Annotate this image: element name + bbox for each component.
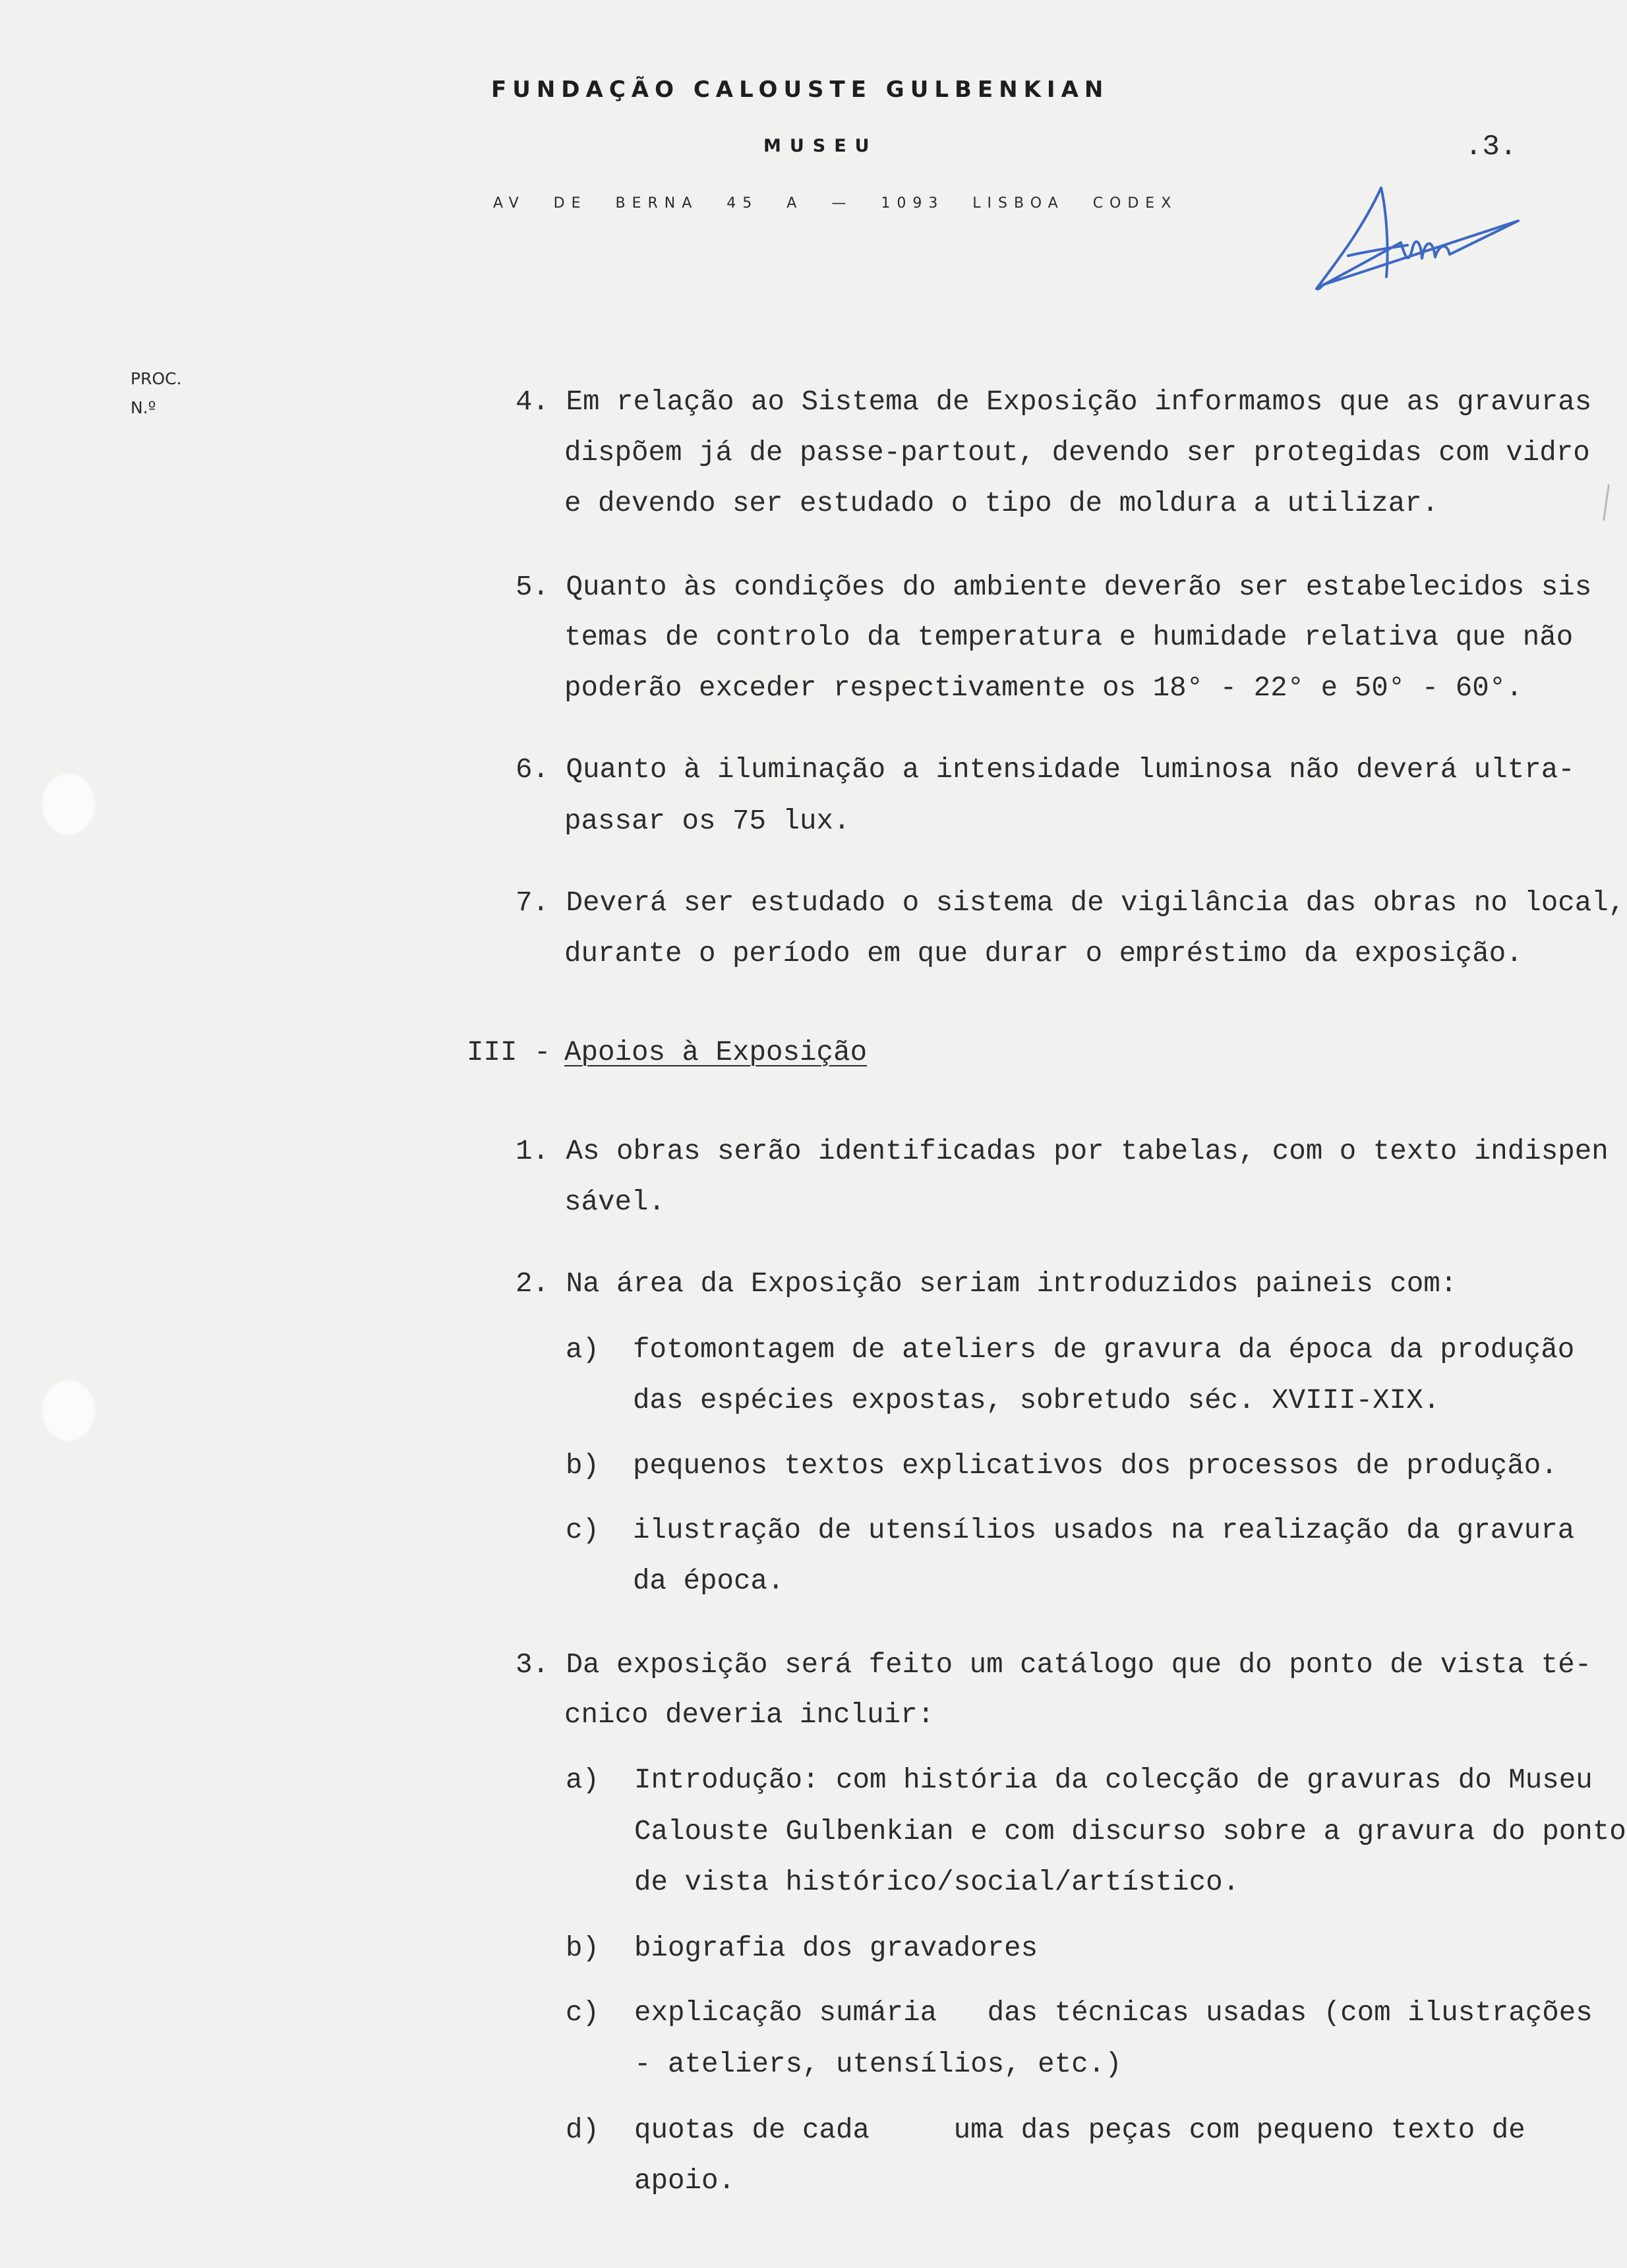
text-line: cnico deveria incluir: [564,1699,935,1731]
section-heading-number: III - [467,1037,568,1068]
text-line: Introdução: com história da colecção de gravuras do Museu [634,1764,1593,1796]
text-line: dispõem já de passe-partout, devendo ser protegidas com vidro [564,437,1590,469]
letterhead-title: FUNDAÇÃO CALOUSTE GULBENKIAN [491,76,1109,103]
margin-mark [1603,484,1610,521]
text-line: - ateliers, utensílios, etc.) [634,2049,1122,2080]
text-line: 1. As obras serão identificadas por tabelas, com o texto indispen [516,1136,1609,1167]
text-line: biografia dos gravadores [634,1933,1038,1964]
text-line: 7. Deverá ser estudado o sistema de vigilância das obras no local, [516,887,1626,919]
text-line: 5. Quanto às condições do ambiente deverão ser estabelecidos sis [516,571,1592,603]
proc-field [131,364,182,422]
list-marker: a) [566,1764,600,1796]
punch-hole-top [41,772,96,836]
text-line: quotas de cada uma das peças com pequeno texto de [634,2114,1525,2146]
list-marker: c) [566,1997,600,2029]
text-line: de vista histórico/social/artístico. [634,1867,1240,1898]
text-line: durante o período em que durar o empréstimo da exposição. [564,938,1523,970]
text-line: ilustração de utensílios usados na realização da gravura [633,1515,1575,1546]
text-line: e devendo ser estudado o tipo de moldura a utilizar. [564,488,1439,519]
text-line: explicação sumária das técnicas usadas (com ilustrações [634,1997,1593,2029]
text-line: fotomontagem de ateliers de gravura da época da produção [633,1334,1575,1366]
list-marker: d) [566,2114,600,2146]
list-marker: b) [566,1933,600,1964]
letterhead-address: AV DE BERNA 45 A — 1093 LISBOA CODEX [493,195,1178,212]
text-line: pequenos textos explicativos dos processos de produção. [633,1450,1558,1482]
text-line: das espécies expostas, sobretudo séc. XVIII-XIX. [633,1385,1440,1416]
text-line: poderão exceder respectivamente os 18° - 22° e 50° - 60°. [564,672,1523,704]
list-marker: c) [566,1515,600,1546]
list-marker: a) [566,1334,600,1366]
text-line: sável. [564,1186,666,1218]
proc-label: PROC. [131,369,182,388]
text-line: temas de controlo da temperatura e humidade relativa que não [564,622,1574,653]
text-line: 2. Na área da Exposição seriam introduzidos paineis com: [516,1268,1458,1300]
text-line: passar os 75 lux. [564,805,850,837]
punch-hole-bottom [41,1379,96,1442]
section-heading: Apoios à Exposição [564,1037,868,1068]
signature [1309,185,1526,303]
page-number: .3. [1465,131,1518,163]
text-line: Calouste Gulbenkian e com discurso sobre a gravura do ponto [634,1816,1626,1847]
proc-number-label: N.º [131,398,156,417]
text-line: 3. Da exposição será feito um catálogo que do ponto de vista té- [516,1649,1592,1681]
text-line: 4. Em relação ao Sistema de Exposição informamos que as gravuras [516,386,1592,418]
text-line: da época. [633,1565,784,1597]
list-marker: b) [566,1450,600,1482]
text-line: apoio. [634,2165,736,2197]
text-line: 6. Quanto à iluminação a intensidade luminosa não deverá ultra- [516,754,1575,786]
letterhead-subtitle: MUSEU [763,136,878,156]
